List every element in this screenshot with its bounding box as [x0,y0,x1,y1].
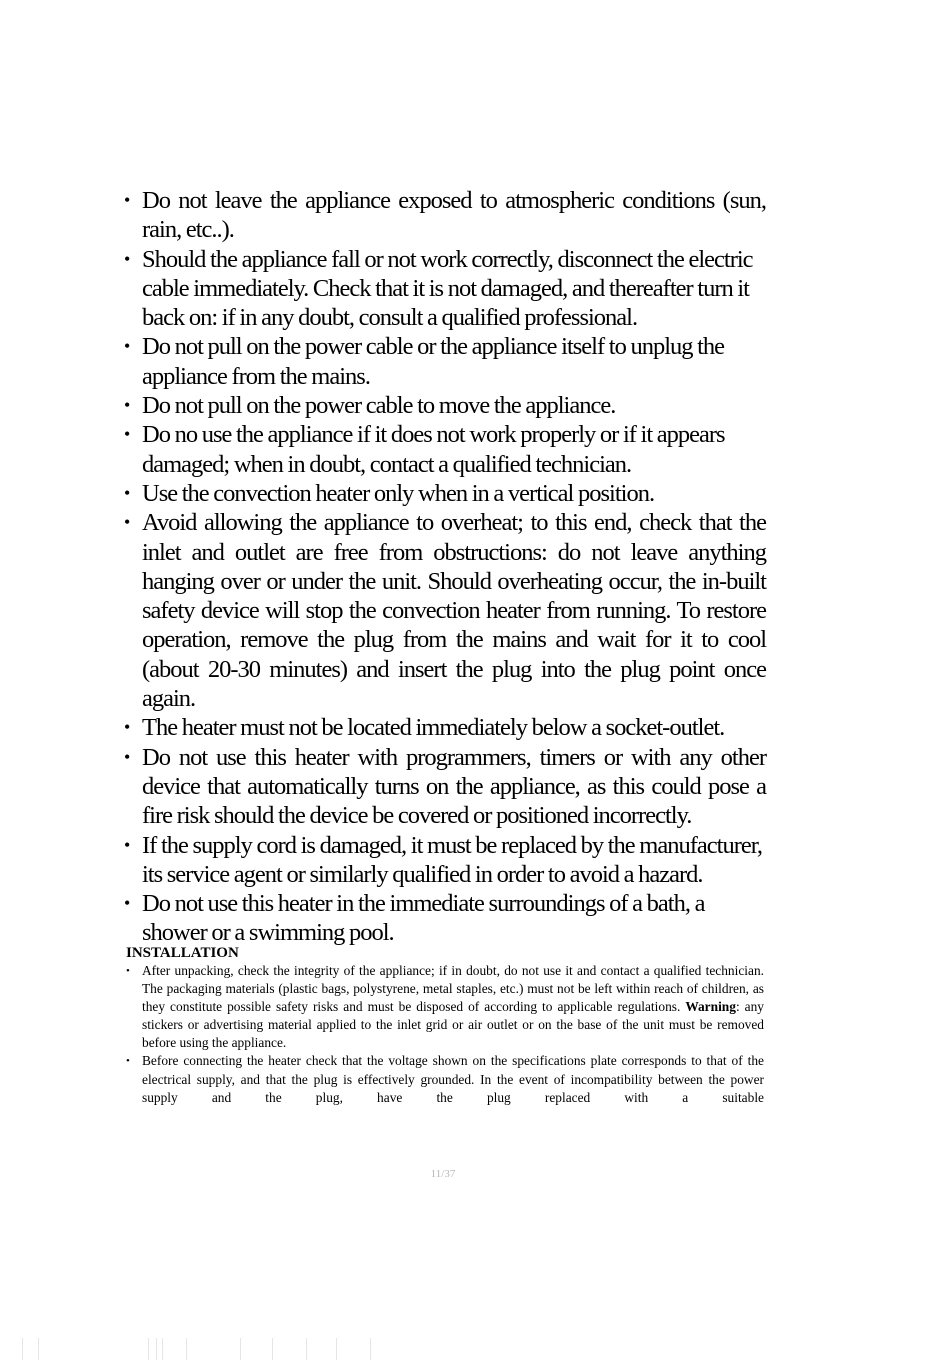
list-item [124,332,766,391]
list-item [124,186,766,245]
bullet-icon: • [124,424,131,445]
bullet-icon: • [124,746,131,767]
bullet-icon: • [124,893,131,914]
list-item-text: After unpacking, check the integrity of the appliance; if in doubt, do not use it and contact a qualified technician. The packaging materials (plastic bags, polystyrene, metal staples, etc.) must not be left within reach of children, as they constitute possible safety risks and must be disposed of according to applicable regulations. [142,963,764,1015]
list-item [124,245,766,333]
installation-list [126,962,764,1107]
list-item [124,743,766,831]
list-item [126,962,764,1052]
safety-instructions-list [124,186,766,948]
list-item [124,391,766,420]
page-number: 11/37 [430,1168,456,1180]
list-item-text: Before connecting the heater check that the voltage shown on the specifications plate corresponds to that of the electrical supply, and that the plug is effectively grounded. In the event of incompatibility between the power supply and the plug, have the plug replaced with a suitable [142,1053,764,1105]
warning-label: Warning [685,999,736,1015]
list-item [124,889,766,948]
bullet-icon: • [124,395,131,416]
list-item-text: Do not pull on the power cable or the appliance itself to unplug the appliance from the mains. [142,333,725,390]
bullet-icon: • [126,965,130,977]
bullet-icon: • [124,248,131,269]
bullet-icon: • [124,717,131,738]
bullet-icon: • [124,336,131,357]
list-item-text: The heater must not be located immediately below a socket-outlet. [142,714,725,742]
bullet-icon: • [124,190,131,210]
list-item-text: Use the convection heater only when in a vertical position. [142,479,655,507]
bullet-icon: • [126,1055,130,1068]
list-item-text: Should the appliance fall or not work correctly, disconnect the electric cable immediately. Check that it is not damaged, and thereafter turn it back on: if in any doubt, consult a qualified professional. [142,245,753,332]
bullet-icon: • [124,512,131,533]
list-item-text: Do not use this heater in the immediate surroundings of a bath, a shower or a swimming pool. [142,890,705,947]
list-item-text: Do not use this heater with programmers, timers or with any other device that automatically turns on the appliance, as this could pose a fire risk should the device be covered or positioned incorrectly. [142,743,766,830]
list-item-text: Do not pull on the power cable to move the appliance. [142,392,616,420]
scan-edge-marks [0,1336,950,1362]
list-item-text: Do no use the appliance if it does not work properly or if it appears damaged; when in doubt, contact a qualified technician. [142,421,725,478]
warning-text: : any stickers or advertising material applied to the inlet grid or air outlet or on the base of the unit must be removed before using the appliance. [142,999,764,1051]
list-item [124,713,766,742]
list-item [124,479,766,508]
list-item [124,831,766,890]
list-item-text: Avoid allowing the appliance to overheat; to this end, check that the inlet and outlet are free from obstructions: do not leave anything hanging over or under the unit. Should overheating occur, the in-built safety device will stop the convection heater from running. To restore operation, remove the plug from the mains and wait for it to cool (about 20-30 minutes) and insert the plug into the plug point once again. [142,509,766,713]
list-item [124,508,766,713]
bullet-icon: • [124,482,131,503]
list-item-text: If the supply cord is damaged, it must be replaced by the manufacturer, its service agent or similarly qualified in order to avoid a hazard. [142,831,763,888]
installation-heading: INSTALLATION [126,945,239,961]
list-item [124,420,766,479]
list-item [126,1052,764,1106]
list-item-text: Do not leave the appliance exposed to atmospheric conditions (sun, rain, etc..). [142,187,766,244]
bullet-icon: • [124,834,131,855]
